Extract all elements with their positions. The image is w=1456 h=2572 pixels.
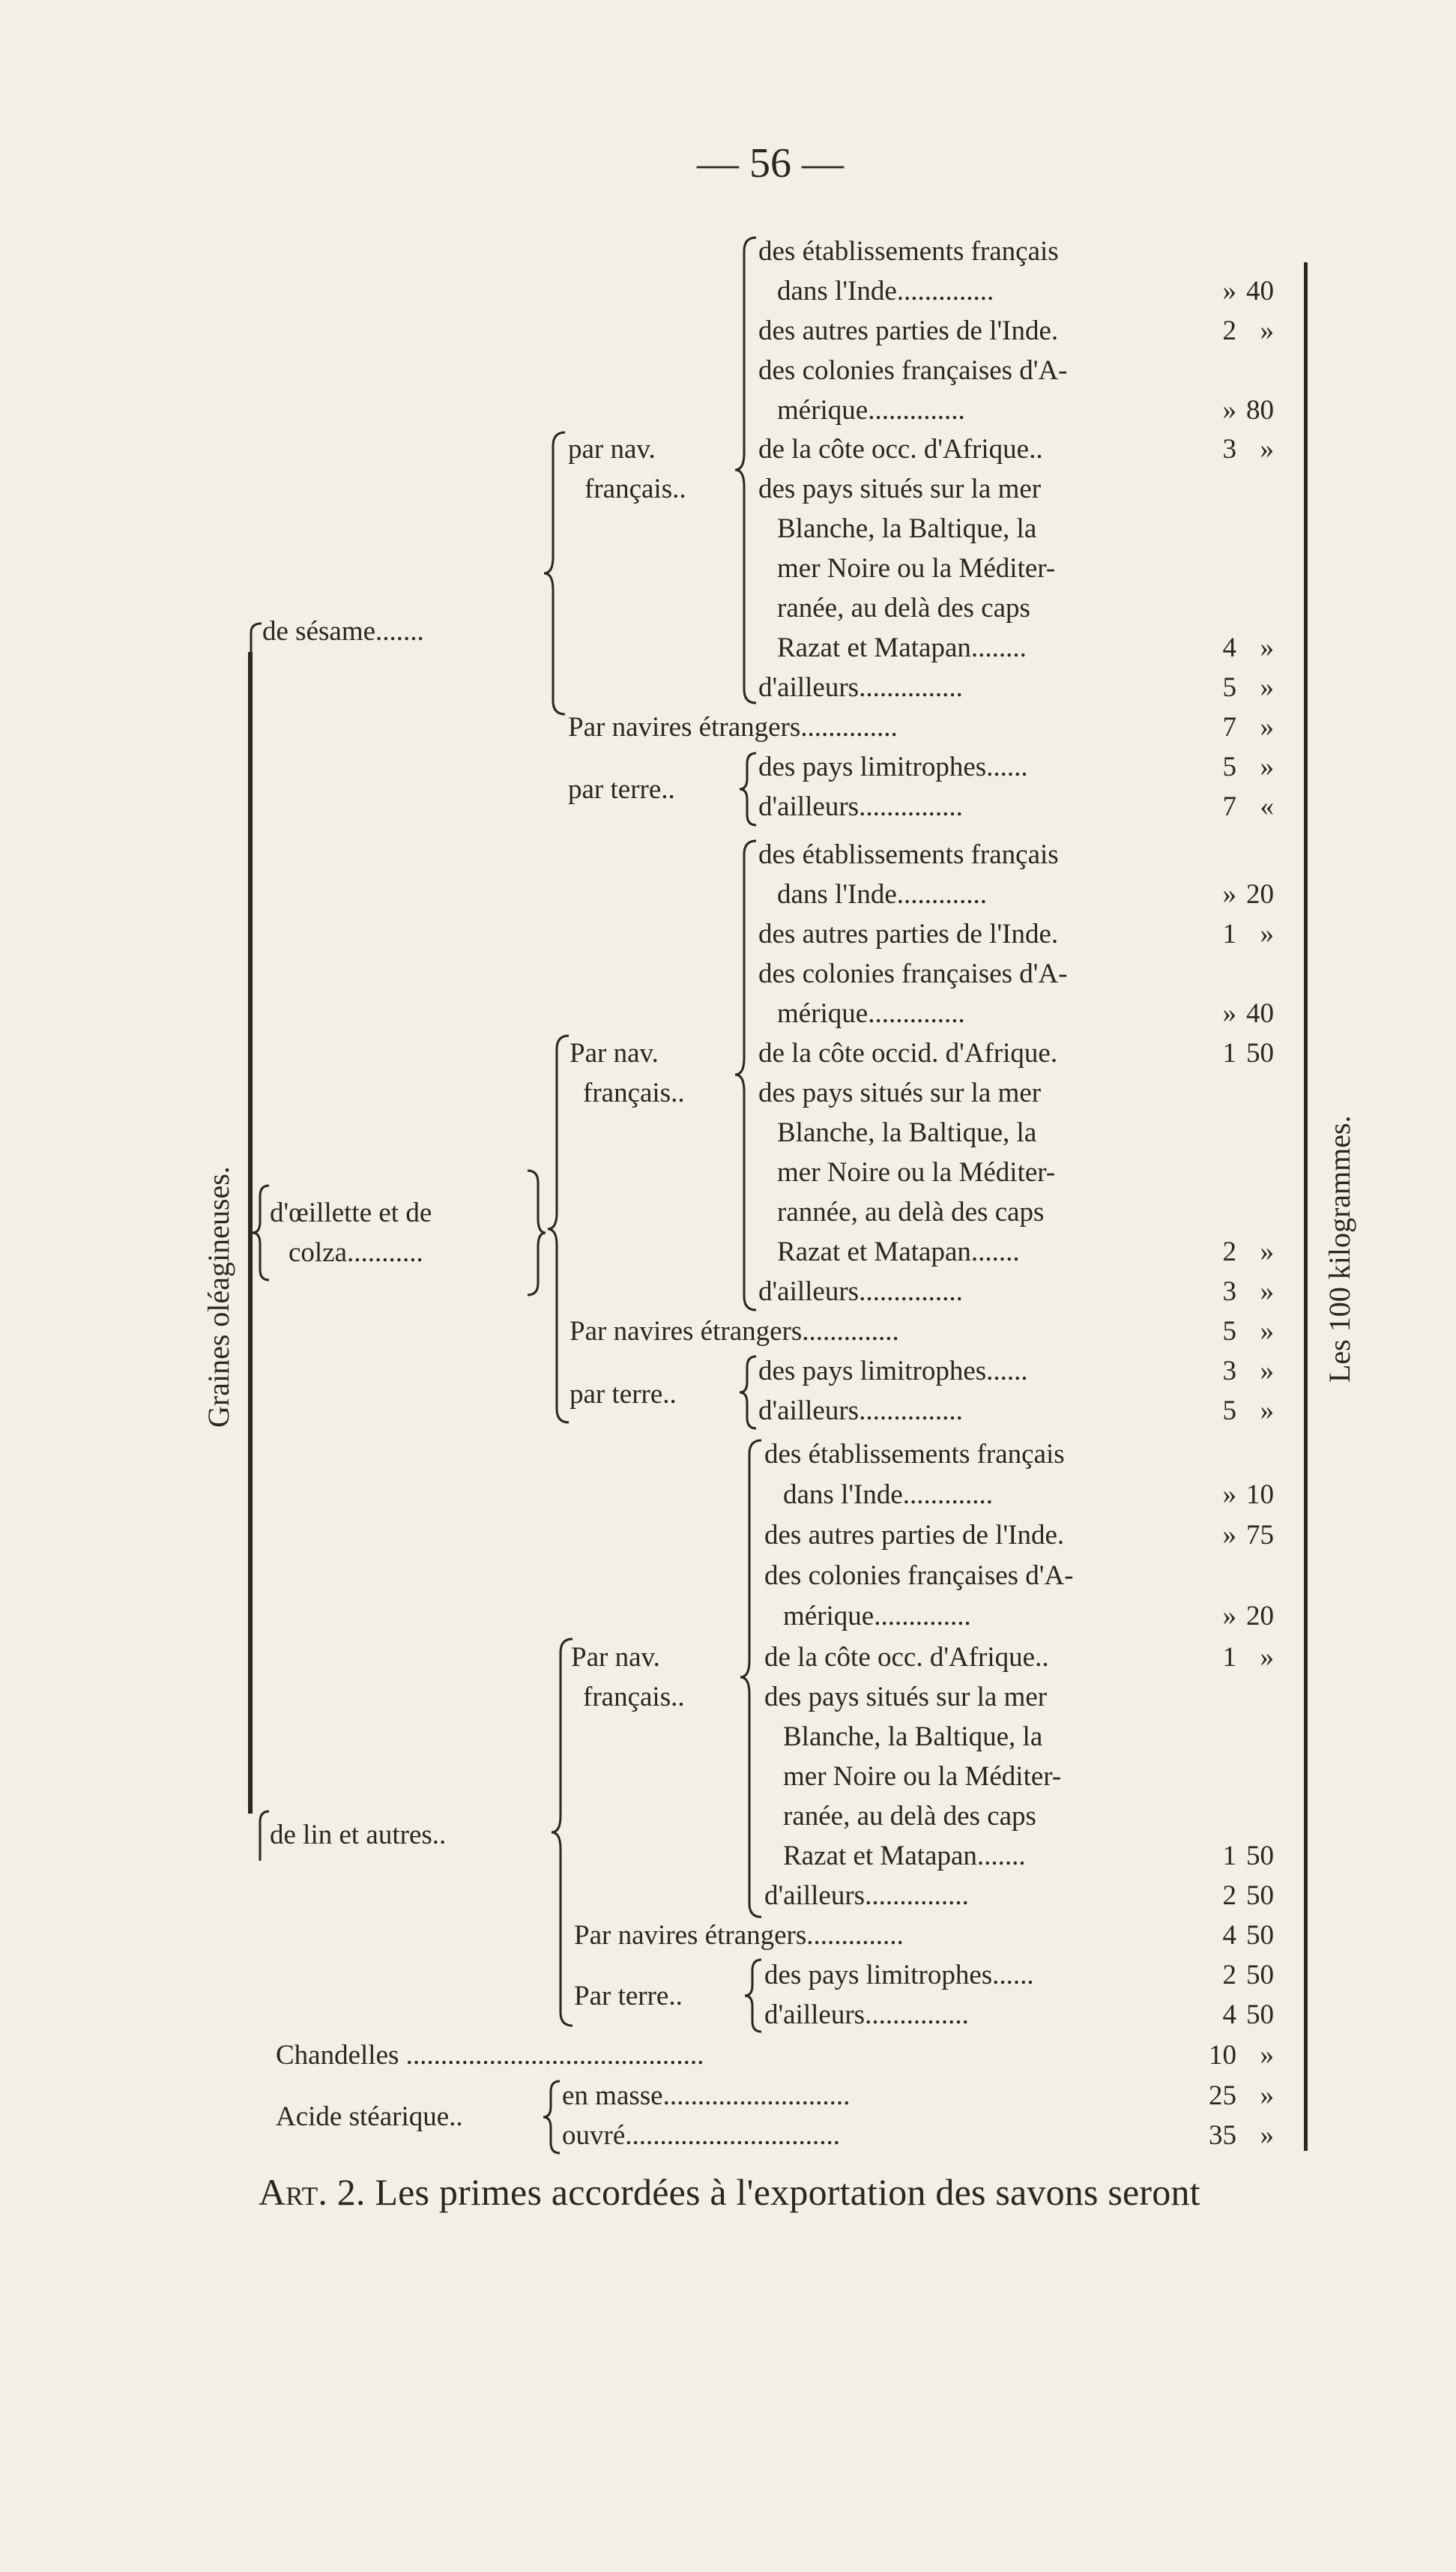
col-b: 50 [1246, 1999, 1274, 2030]
col-a: » [1222, 1479, 1236, 1510]
col-b: 20 [1246, 879, 1274, 910]
oeillette-etrangers: Par navires étrangers.............. [570, 1316, 899, 1347]
oeillette-row-colonies-1: des colonies françaises d'A- [758, 959, 1068, 989]
lin-row-autres: des autres parties de l'Inde. [764, 1520, 1065, 1551]
oeillette-francais: français.. [583, 1078, 685, 1108]
sesame-row-pays-4: ranée, au delà des caps [777, 593, 1030, 624]
acide-label: Acide stéarique.. [276, 2101, 463, 2132]
col-b: » [1260, 2120, 1274, 2151]
acide-ouvre: ouvré............................... [562, 2120, 840, 2151]
sesame-row-pays-5: Razat et Matapan........ [777, 633, 1027, 663]
sesame-row-colonies-1: des colonies françaises d'A- [758, 355, 1068, 386]
col-a: 2 [1222, 1237, 1236, 1267]
col-b: 50 [1246, 1960, 1274, 1990]
sesame-row-cote: de la côte occ. d'Afrique.. [758, 434, 1043, 465]
col-b: 75 [1246, 1520, 1274, 1551]
col-a: 5 [1222, 1316, 1236, 1347]
oeillette-row-pays-4: rannée, au delà des caps [777, 1197, 1045, 1228]
col-b: 50 [1246, 1880, 1274, 1911]
col-b: » [1260, 672, 1274, 703]
chandelles-row: Chandelles ........................................... [276, 2040, 704, 2071]
lin-row-pays-5: Razat et Matapan....... [783, 1841, 1026, 1871]
lin-row-ailleurs: d'ailleurs............... [764, 1880, 969, 1911]
oeillette-par-nav: Par nav. [570, 1038, 659, 1069]
col-b: » [1260, 1356, 1274, 1386]
lin-etrangers: Par navires étrangers.............. [574, 1920, 904, 1951]
col-b: » [1260, 2040, 1274, 2071]
lin-terre-limitrophes: des pays limitrophes...... [764, 1960, 1034, 1990]
col-a: 1 [1222, 1642, 1236, 1673]
lin-par-nav: Par nav. [571, 1642, 660, 1673]
col-b: 40 [1246, 998, 1274, 1029]
oeillette-row-etab-2: dans l'Inde............. [777, 879, 988, 910]
sesame-par-nav: par nav. [568, 434, 656, 465]
col-b: » [1260, 1316, 1274, 1347]
col-b: « [1260, 791, 1274, 822]
label-oeillette-1: d'œillette et de [270, 1198, 432, 1228]
sesame-par-terre: par terre.. [568, 774, 675, 805]
oeillette-par-terre: par terre.. [570, 1379, 677, 1410]
col-a: » [1222, 276, 1236, 307]
lin-row-pays-1: des pays situés sur la mer [764, 1682, 1048, 1712]
col-a: 5 [1222, 1395, 1236, 1426]
sesame-row-ailleurs: d'ailleurs............... [758, 672, 963, 703]
label-sesame: de sésame....... [262, 616, 424, 647]
col-b: » [1260, 316, 1274, 346]
col-b: » [1260, 919, 1274, 950]
side-label-kilogrammes: Les 100 kilogrammes. [1323, 1115, 1356, 1383]
col-a: 1 [1222, 1038, 1236, 1069]
oeillette-row-colonies-2: mérique.............. [777, 998, 965, 1029]
col-a: 7 [1222, 712, 1236, 743]
oeillette-row-pays-2: Blanche, la Baltique, la [777, 1117, 1037, 1148]
sesame-row-pays-2: Blanche, la Baltique, la [777, 513, 1037, 544]
col-b: 20 [1246, 1601, 1274, 1631]
page-number: — 56 — [697, 140, 844, 187]
article-prefix: Art. [259, 2171, 328, 2213]
col-a: 10 [1209, 2040, 1236, 2071]
lin-francais: français.. [583, 1682, 685, 1712]
col-b: » [1260, 633, 1274, 663]
lin-row-cote: de la côte occ. d'Afrique.. [764, 1642, 1049, 1673]
article-2-line [259, 2173, 1200, 2211]
oeillette-row-pays-5: Razat et Matapan....... [777, 1237, 1020, 1267]
col-a: 3 [1222, 434, 1236, 465]
col-a: 5 [1222, 752, 1236, 782]
sesame-terre-limitrophes: des pays limitrophes...... [758, 752, 1028, 782]
col-a: 4 [1222, 633, 1236, 663]
oeillette-row-etab-1: des établissements français [758, 839, 1059, 870]
side-label-graines: Graines oléagineuses. [202, 1166, 235, 1428]
col-b: 50 [1246, 1920, 1274, 1951]
col-b: » [1260, 752, 1274, 782]
col-a: 35 [1209, 2120, 1236, 2151]
col-b: 40 [1246, 276, 1274, 307]
col-a: » [1222, 1601, 1236, 1631]
col-b: » [1260, 2080, 1274, 2111]
label-oeillette-2: colza........... [289, 1237, 423, 1268]
col-a: » [1222, 395, 1236, 426]
oeillette-terre-ailleurs: d'ailleurs............... [758, 1395, 963, 1426]
col-b: 80 [1246, 395, 1274, 426]
col-b: 50 [1246, 1841, 1274, 1871]
lin-row-pays-2: Blanche, la Baltique, la [783, 1721, 1043, 1752]
col-a: » [1222, 998, 1236, 1029]
col-a: 4 [1222, 1920, 1236, 1951]
oeillette-row-ailleurs: d'ailleurs............... [758, 1276, 963, 1307]
lin-row-pays-4: ranée, au delà des caps [783, 1801, 1036, 1832]
label-lin: de lin et autres.. [270, 1820, 447, 1850]
acide-en-masse: en masse........................... [562, 2080, 851, 2111]
lin-row-colonies-1: des colonies françaises d'A- [764, 1560, 1074, 1591]
col-a: 2 [1222, 1960, 1236, 1990]
sesame-row-autres: des autres parties de l'Inde. [758, 316, 1059, 346]
sesame-row-colonies-2: mérique.............. [777, 395, 965, 426]
col-a: 1 [1222, 919, 1236, 950]
col-b: » [1260, 1642, 1274, 1673]
oeillette-row-cote: de la côte occid. d'Afrique. [758, 1038, 1058, 1069]
col-a: 3 [1222, 1356, 1236, 1386]
article-text: 2. Les primes accordées à l'exportation des savons seront [327, 2171, 1200, 2213]
col-b: » [1260, 1395, 1274, 1426]
sesame-terre-ailleurs: d'ailleurs............... [758, 791, 963, 822]
col-a: 1 [1222, 1841, 1236, 1871]
col-a: 4 [1222, 1999, 1236, 2030]
lin-row-colonies-2: mérique.............. [783, 1601, 971, 1631]
sesame-row-pays-3: mer Noire ou la Méditer- [777, 553, 1056, 584]
col-b: 50 [1246, 1038, 1274, 1069]
col-b: » [1260, 434, 1274, 465]
sesame-francais: français.. [584, 474, 686, 504]
lin-row-etab-1: des établissements français [764, 1439, 1065, 1470]
col-a: 2 [1222, 1880, 1236, 1911]
col-a: 7 [1222, 791, 1236, 822]
oeillette-row-autres: des autres parties de l'Inde. [758, 919, 1059, 950]
lin-row-etab-2: dans l'Inde............. [783, 1479, 994, 1510]
col-a: » [1222, 1520, 1236, 1551]
col-a: » [1222, 879, 1236, 910]
oeillette-row-pays-1: des pays situés sur la mer [758, 1078, 1042, 1108]
sesame-row-etab-2: dans l'Inde.............. [777, 276, 994, 307]
col-b: » [1260, 1237, 1274, 1267]
lin-terre-ailleurs: d'ailleurs............... [764, 1999, 969, 2030]
col-a: 25 [1209, 2080, 1236, 2111]
right-rule [1304, 262, 1308, 2151]
sesame-row-pays-1: des pays situés sur la mer [758, 474, 1042, 504]
col-a: 2 [1222, 316, 1236, 346]
col-b: » [1260, 712, 1274, 743]
oeillette-terre-limitrophes: des pays limitrophes...... [758, 1356, 1028, 1386]
oeillette-row-pays-3: mer Noire ou la Méditer- [777, 1157, 1056, 1188]
col-a: 5 [1222, 672, 1236, 703]
sesame-row-etab-1: des établissements français [758, 236, 1059, 267]
col-a: 3 [1222, 1276, 1236, 1307]
sesame-etrangers: Par navires étrangers.............. [568, 712, 898, 743]
col-b: » [1260, 1276, 1274, 1307]
lin-row-pays-3: mer Noire ou la Méditer- [783, 1761, 1062, 1792]
col-b: 10 [1246, 1479, 1274, 1510]
lin-par-terre: Par terre.. [574, 1981, 683, 2011]
